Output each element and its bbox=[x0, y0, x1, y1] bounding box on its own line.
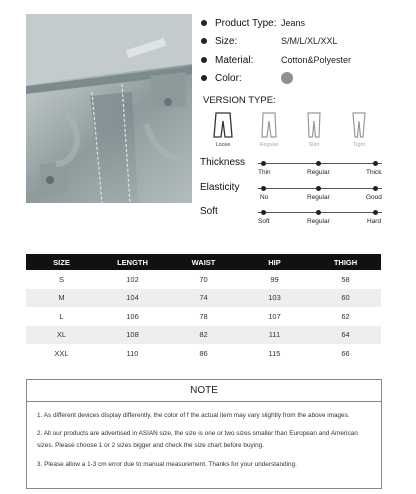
scale-dot bbox=[261, 186, 266, 191]
table-cell: 115 bbox=[268, 348, 281, 358]
table-cell: XL bbox=[26, 326, 97, 345]
scale-dot bbox=[373, 161, 378, 166]
version-label: Slim bbox=[308, 142, 320, 148]
table-cell: 106 bbox=[126, 311, 139, 321]
table-cell: XXL bbox=[54, 348, 69, 358]
info-value: Jeans bbox=[281, 18, 306, 28]
note-title: NOTE bbox=[27, 380, 381, 402]
table-row bbox=[26, 289, 381, 308]
scale-dot bbox=[373, 186, 378, 191]
bullet-icon bbox=[201, 57, 207, 63]
table-cell: 103 bbox=[239, 289, 310, 308]
bullet-icon bbox=[201, 20, 207, 26]
column-header: LENGTH bbox=[97, 254, 168, 270]
scale-mid: Regular bbox=[307, 194, 330, 201]
column-header: THIGH bbox=[310, 254, 381, 270]
scale-min: Soft bbox=[258, 218, 270, 225]
note-line: 3. Please allow a 1-3 cm error due to manual measurement. Thanks for your understanding. bbox=[37, 460, 297, 468]
table-cell: 110 bbox=[126, 348, 139, 358]
info-product-type bbox=[201, 15, 305, 31]
table-cell: 102 bbox=[126, 274, 139, 284]
info-label: Size: bbox=[215, 35, 238, 47]
version-label: Loose bbox=[215, 142, 231, 148]
column-header: WAIST bbox=[168, 254, 239, 270]
table-row bbox=[26, 270, 381, 289]
table-cell: 60 bbox=[310, 289, 381, 308]
table-cell: 66 bbox=[341, 348, 350, 358]
version-loose bbox=[205, 112, 241, 148]
note-box bbox=[26, 379, 382, 489]
scale-label-thickness: Thickness bbox=[200, 157, 246, 168]
info-material bbox=[201, 52, 351, 68]
table-cell: M bbox=[26, 289, 97, 308]
version-title: VERSION TYPE: bbox=[203, 95, 276, 106]
table-cell: L bbox=[59, 311, 64, 321]
scale-dot-selected bbox=[316, 161, 321, 166]
scale-max: Good bbox=[366, 194, 382, 201]
note-line: 1. As different devices display differently, the color of f the actual item may vary slightly from the above images. bbox=[37, 412, 350, 419]
scale-mid: Regular bbox=[307, 169, 330, 176]
table-cell: 108 bbox=[97, 326, 168, 345]
scale-label-elasticity: Elasticity bbox=[200, 182, 240, 193]
scale-dot-selected bbox=[316, 186, 321, 191]
table-cell: 64 bbox=[310, 326, 381, 345]
scale-max: Thick bbox=[366, 169, 382, 176]
scale-min: Thin bbox=[258, 169, 271, 176]
color-swatch bbox=[281, 72, 293, 84]
info-label: Product Type: bbox=[215, 17, 277, 29]
scale-max: Hard bbox=[367, 218, 382, 225]
size-table bbox=[26, 254, 381, 363]
scale-dot bbox=[261, 161, 266, 166]
version-slim bbox=[296, 112, 332, 148]
tight-pants-icon bbox=[348, 112, 370, 138]
table-cell: 82 bbox=[168, 326, 239, 345]
table-cell: 111 bbox=[239, 326, 310, 345]
bullet-icon bbox=[201, 75, 207, 81]
version-regular bbox=[251, 112, 287, 148]
scale-label-soft: Soft bbox=[200, 206, 218, 217]
info-color bbox=[201, 70, 293, 86]
version-tight bbox=[341, 112, 377, 148]
info-value: S/M/L/XL/XXL bbox=[281, 36, 338, 46]
product-photo bbox=[26, 14, 192, 203]
info-value: Cotton&Polyester bbox=[281, 55, 352, 65]
table-cell: 99 bbox=[270, 274, 279, 284]
table-cell: 86 bbox=[199, 348, 208, 358]
table-cell: S bbox=[58, 274, 64, 284]
scale-dot bbox=[261, 210, 266, 215]
table-header-row bbox=[26, 254, 381, 270]
scale-min: No bbox=[260, 194, 269, 201]
version-label: Tight bbox=[352, 142, 366, 148]
column-header: HIP bbox=[239, 254, 310, 270]
table-cell: 78 bbox=[199, 311, 208, 321]
table-cell: 104 bbox=[97, 289, 168, 308]
loose-pants-icon bbox=[212, 112, 234, 138]
scale-dot-selected bbox=[316, 210, 321, 215]
table-cell: 62 bbox=[341, 311, 350, 321]
slim-pants-icon bbox=[303, 112, 325, 138]
table-row bbox=[26, 344, 381, 363]
table-cell: 58 bbox=[341, 274, 350, 284]
scale-mid: Regular bbox=[307, 218, 330, 225]
info-label: Material: bbox=[215, 54, 254, 66]
table-row bbox=[26, 307, 381, 326]
bullet-icon bbox=[201, 38, 207, 44]
version-label: Regular bbox=[259, 142, 279, 148]
regular-pants-icon bbox=[258, 112, 280, 138]
table-row bbox=[26, 326, 381, 345]
table-cell: 74 bbox=[168, 289, 239, 308]
scale-dot bbox=[373, 210, 378, 215]
info-label: Color: bbox=[215, 72, 242, 84]
info-size bbox=[201, 33, 338, 49]
column-header: SIZE bbox=[26, 254, 97, 270]
note-line: 2. All our products are advertised in ASIAN size, the size is one or two sizes smaller than European and American sizes. Please choose 1 or 2 sizes bigger and check the size chart before buying. bbox=[37, 430, 358, 450]
table-cell: 70 bbox=[199, 274, 208, 284]
note-body bbox=[27, 402, 381, 471]
table-cell: 107 bbox=[268, 311, 281, 321]
